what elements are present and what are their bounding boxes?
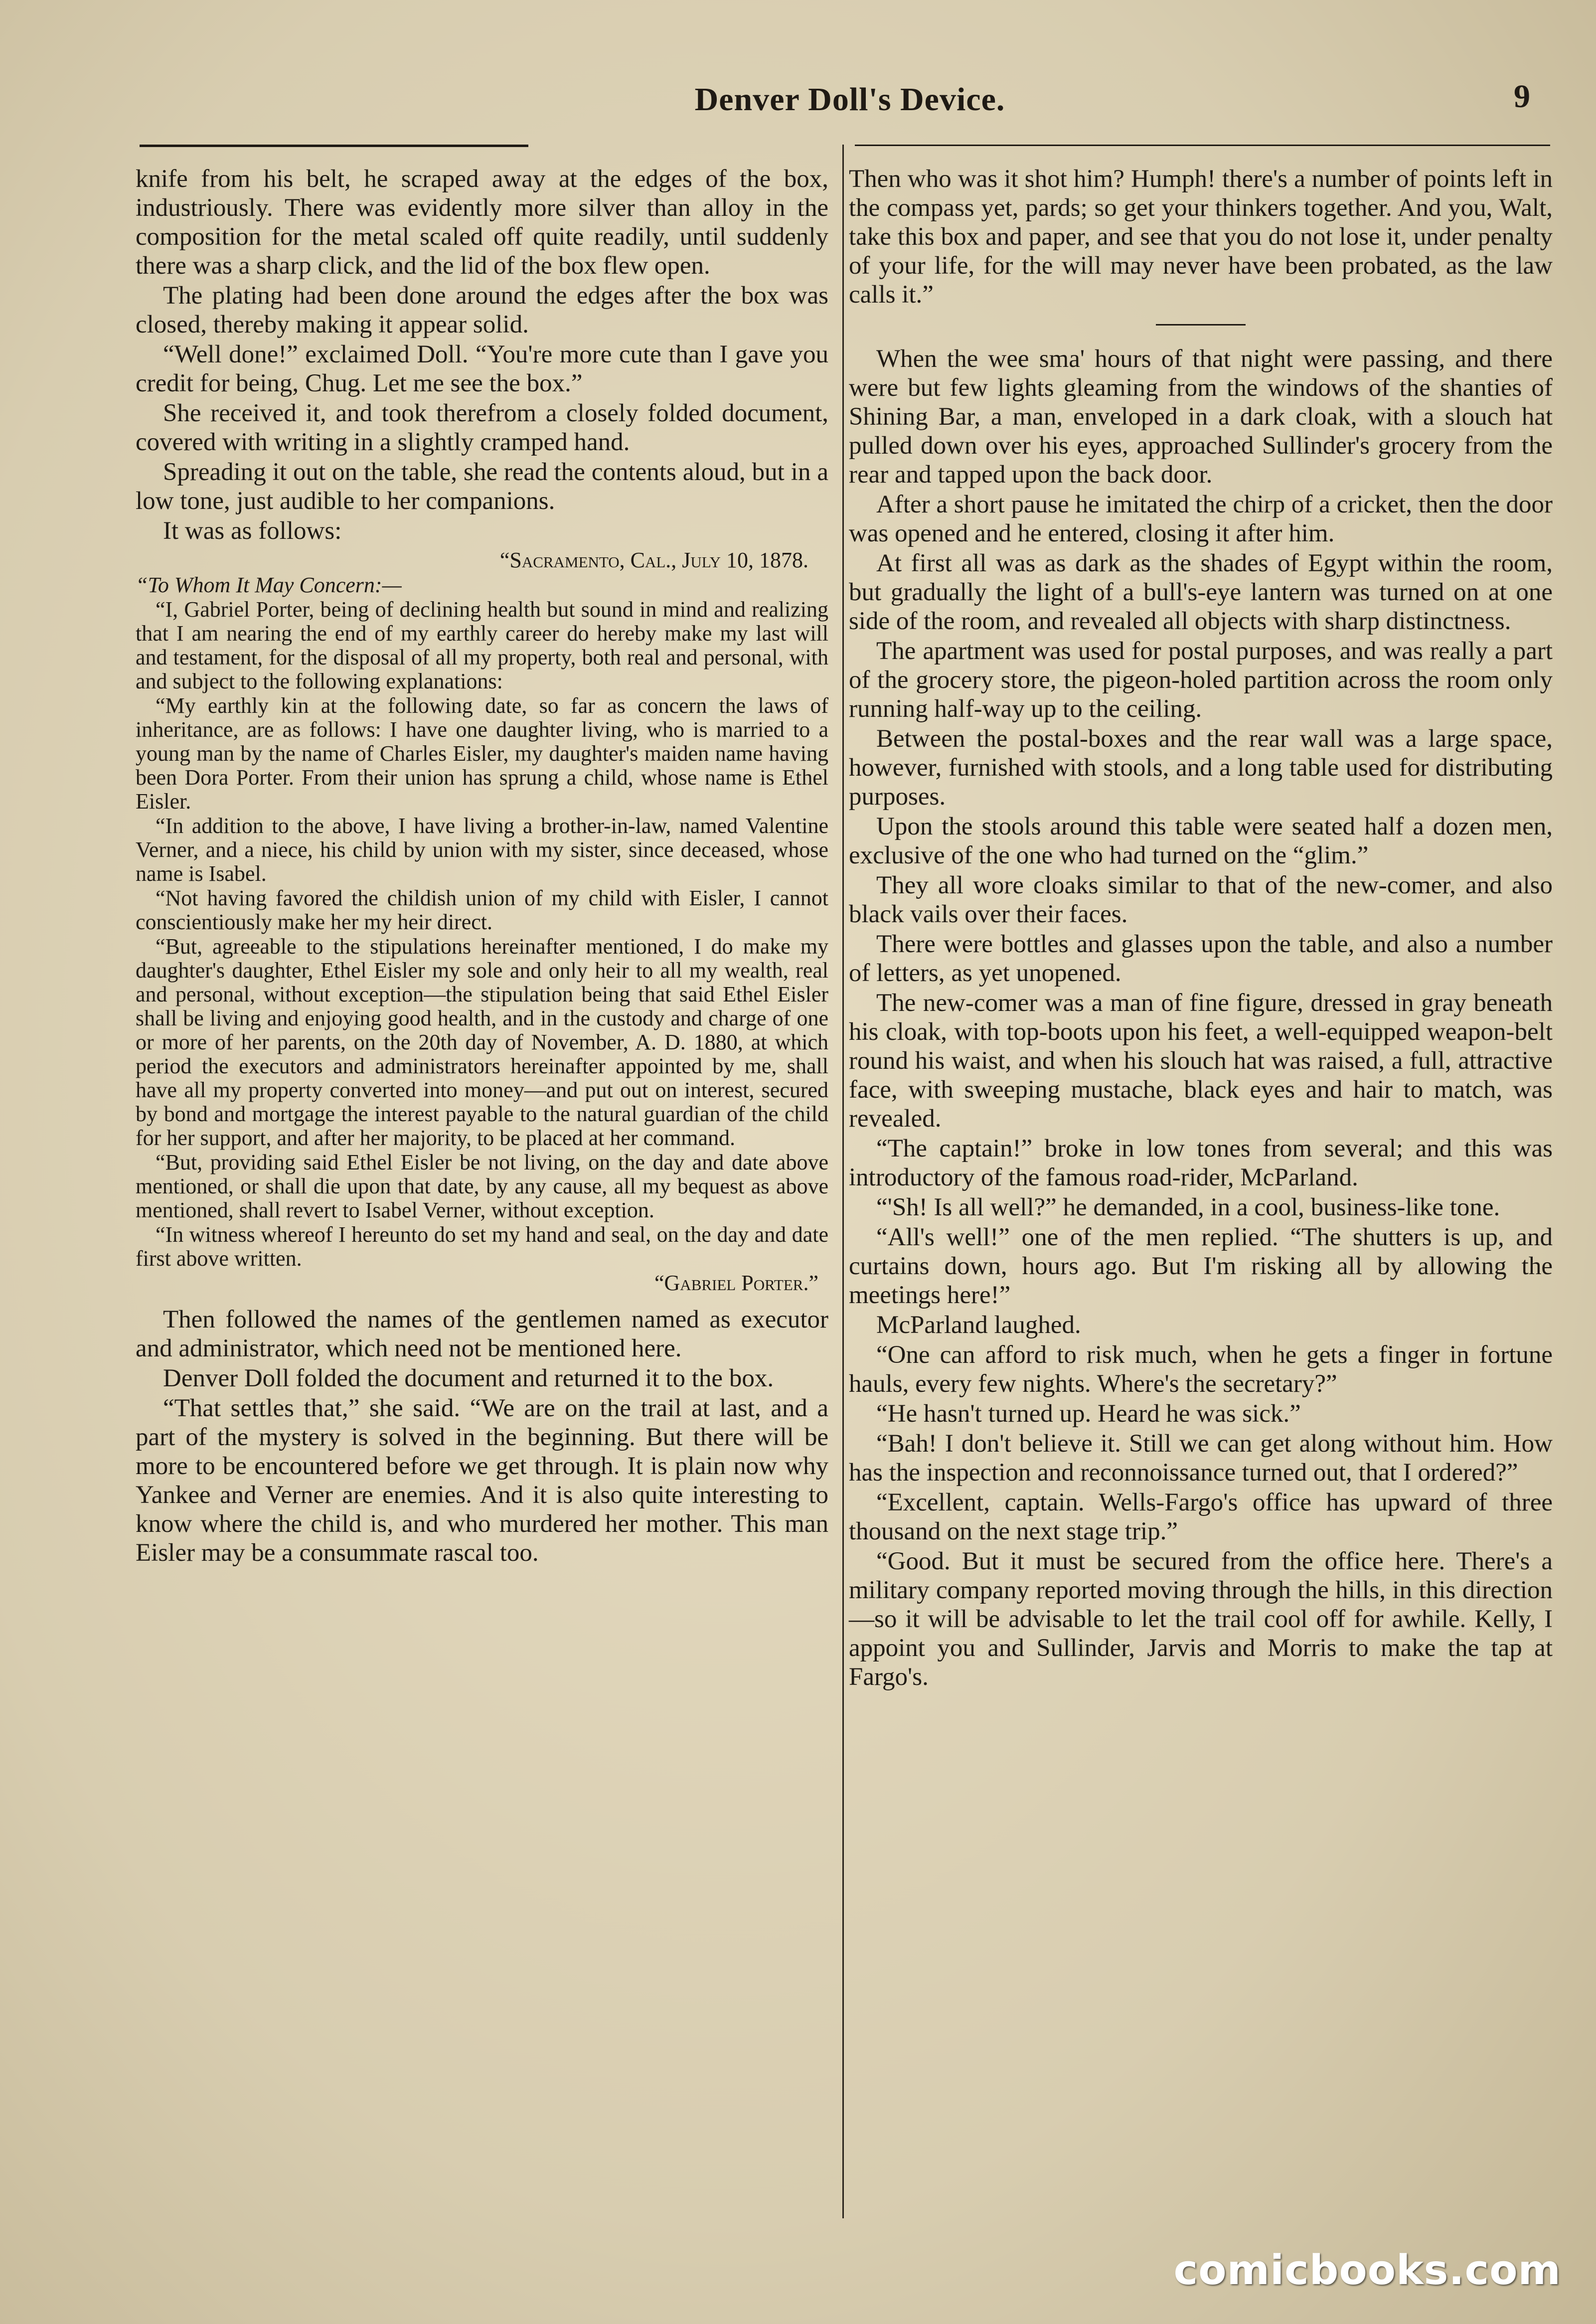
paragraph: “That settles that,” she said. “We are on the trail at last, and a part of the mystery is solved in the beginning. But there will be more to be encountered before we get through. It is plain now why Yankee and Verner are enemies. And it is also quite interesting to know where the child is, and who murdered her mother. This man Eisler may be a consummate rascal too. — [136, 1394, 828, 1567]
paragraph: They all wore cloaks similar to that of the new-comer, and also black vails over their faces. — [849, 871, 1553, 928]
will-paragraph: “In witness whereof I hereunto do set my hand and seal, on the day and date first above written. — [136, 1222, 828, 1271]
will-paragraph: “But, providing said Ethel Eisler be not living, on the day and date above mentioned, or shall die upon that date, by any cause, all my bequest as above mentioned, shall revert to Isabel Verner, without exception. — [136, 1150, 828, 1222]
paragraph: “One can afford to risk much, when he gets a finger in fortune hauls, every few nights. Where's the secretary?” — [849, 1341, 1553, 1398]
paragraph: After a short pause he imitated the chirp of a cricket, then the door was opened and he entered, closing it after him. — [849, 491, 1553, 547]
paragraph: “He hasn't turned up. Heard he was sick.” — [876, 1400, 1301, 1428]
paragraph: The plating had been done around the edges after the box was closed, thereby making it appear solid. — [136, 282, 828, 338]
section-break-rule — [1156, 324, 1246, 326]
paragraph: The apartment was used for postal purposes, and was really a part of the grocery store, the pigeon-holed partition across the room only running half-way up to the ceiling. — [849, 637, 1553, 723]
paragraph: “All's well!” one of the men replied. “The shutters is up, and curtains down, hours ago. But I'm risking all by allowing the meetings here!” — [849, 1223, 1553, 1309]
will-salutation: “To Whom It May Concern:— — [136, 573, 402, 597]
header-rule-right — [855, 145, 1550, 146]
left-column — [136, 165, 828, 1568]
paragraph: When the wee sma' hours of that night were passing, and there were but few lights gleaming from the windows of the shanties of Shining Bar, a man, enveloped in a dark cloak, with a slouch hat pulled down over his eyes, approached Sullinder's grocery from the rear and tapped upon the back door. — [849, 345, 1553, 489]
paragraph: “The captain!” broke in low tones from several; and this was introductory of the famous road-rider, McParland. — [849, 1135, 1553, 1191]
paragraph: There were bottles and glasses upon the table, and also a number of letters, as yet unopened. — [849, 930, 1553, 987]
paragraph: “Bah! I don't believe it. Still we can get along without him. How has the inspection and reconnoissance turned out, that I ordered?” — [849, 1430, 1553, 1487]
will-dateline: “Sacramento, Cal., July 10, 1878. — [499, 548, 808, 572]
running-title: Denver Doll's Device. — [694, 81, 1005, 118]
paragraph: Between the postal-boxes and the rear wall was a large space, however, furnished with stools, and a long table used for distributing purposes. — [849, 725, 1553, 811]
paragraph: Denver Doll folded the document and returned it to the box. — [163, 1364, 774, 1392]
paragraph: Spreading it out on the table, she read the contents aloud, but in a low tone, just audible to her companions. — [136, 458, 828, 515]
after-will-text — [136, 1305, 828, 1567]
paragraph: Then followed the names of the gentlemen named as executor and administrator, which need not be mentioned here. — [136, 1306, 828, 1362]
will-signature: “Gabriel Porter.” — [654, 1271, 818, 1295]
paragraph: She received it, and took therefrom a closely folded document, covered with writing in a slightly cramped hand. — [136, 399, 828, 456]
page-number: 9 — [1514, 78, 1530, 115]
column-divider — [842, 145, 844, 2218]
header-rule-left — [140, 145, 528, 147]
page-header — [140, 75, 1560, 130]
paragraph: “Well done!” exclaimed Doll. “You're more cute than I gave you credit for being, Chug. Let me see the box.” — [136, 340, 828, 397]
will-paragraph: “In addition to the above, I have living a brother-in-law, named Valentine Verner, and a niece, his child by union with my sister, since deceased, whose name is Isabel. — [136, 814, 828, 886]
paragraph: Then who was it shot him? Humph! there's a number of points left in the compass yet, pards; so get your thinkers together. And you, Walt, take this box and paper, and see that you do not lose it, under penalty of your life, for the will may never have been probated, as the law calls it.” — [849, 165, 1553, 309]
paragraph: Upon the stools around this table were seated half a dozen men, exclusive of the one who had turned on the “glim.” — [849, 813, 1553, 869]
will-paragraph: “Not having favored the childish union of my child with Eisler, I cannot conscientiously make her my heir direct. — [136, 886, 828, 934]
paragraph: McParland laughed. — [876, 1311, 1081, 1339]
paragraph: “Good. But it must be secured from the office here. There's a military company reported moving through the hills, in this direction—so it will be advisable to let the trail cool off for awhile. Kelly, I appoint you and Sullinder, Jarvis and Morris to make the tap at Fargo's. — [849, 1547, 1553, 1691]
paragraph: “Excellent, captain. Wells-Fargo's office has upward of three thousand on the next stage trip.” — [849, 1489, 1553, 1545]
paragraph: It was as follows: — [163, 517, 342, 545]
will-document — [136, 548, 828, 1295]
will-paragraph: “I, Gabriel Porter, being of declining health but sound in mind and realizing that I am nearing the end of my earthly career do hereby make my last will and testament, for the disposal of all my property, both real and personal, with and subject to the following explanations: — [136, 597, 828, 693]
paragraph: “'Sh! Is all well?” he demanded, in a cool, business-like tone. — [876, 1193, 1500, 1221]
will-paragraph: “My earthly kin at the following date, so far as concern the laws of inheritance, are as follows: I have one daughter living, who is married to a young man by the name of Charles Eisler, my daughter's maiden name having been Dora Porter. From their union has sprung a child, whose name is Ethel Eisler. — [136, 693, 828, 814]
paragraph: At first all was as dark as the shades of Egypt within the room, but gradually the light of a bull's-eye lantern was turned on at one side of the room, and revealed all objects with sharp distinctness. — [849, 549, 1553, 635]
paragraph: The new-comer was a man of fine figure, dressed in gray beneath his cloak, with top-boots upon his feet, a well-equipped weapon-belt round his waist, and when his slouch hat was raised, a full, attractive face, with sweeping mustache, black eyes and hair to match, was revealed. — [849, 989, 1553, 1133]
watermark: comicbooks.com — [1173, 2247, 1561, 2294]
will-paragraph: “But, agreeable to the stipulations hereinafter mentioned, I do make my daughter's daughter, Ethel Eisler my sole and only heir to all my wealth, real and personal, without exception—the stipulation being that said Ethel Eisler shall be living and enjoying good health, and in the custody and charge of one or more of her parents, on the 20th day of November, A. D. 1880, at which period the executors and administrators hereinafter appointed by me, shall have all my property converted into money—and put out on interest, secured by bond and mortgage the interest payable to the natural guardian of the child for her support, and after her majority, to be placed at her command. — [136, 934, 828, 1150]
right-column — [849, 165, 1553, 1692]
paragraph: knife from his belt, he scraped away at the edges of the box, industriously. There was evidently more silver than alloy in the composition for the metal scaled off quite readily, until suddenly there was a sharp click, and the lid of the box flew open. — [136, 165, 828, 280]
